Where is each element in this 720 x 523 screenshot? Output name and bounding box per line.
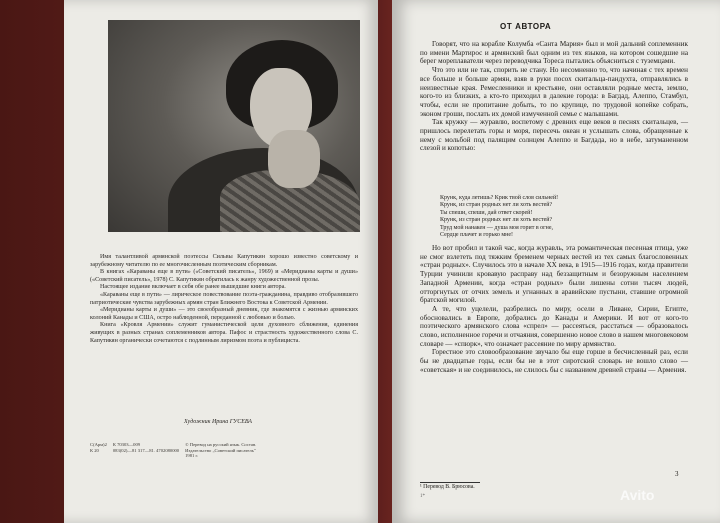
imprint-line: К 20	[90, 447, 99, 453]
avito-watermark: Avito	[620, 487, 655, 503]
preface-text-2	[420, 244, 688, 375]
preface-text-1	[420, 40, 688, 153]
page-number: 3	[675, 470, 679, 478]
preface-paragraph: Что это или не так, спорить не стану. Но несомненно то, что начиная с тех времен все больше и больше армян, взяв в руки посох скитальца-пандухта, отправлялись в неизвестные края. Ремесленники и крестьяне, они оставляли родные места, землю, кого-то из близких, а кто-то приходил в далекие города: в Багдад, Алеппо, Стамбул, чтобы, если не пропитание добыть, то по крупице, по трудовой копейке собрать, эконом гроши, послать их домой измученной семье с малышами.	[420, 66, 688, 118]
poem-block	[440, 195, 680, 239]
annotation-text	[90, 254, 358, 345]
imprint-line: Издательство „Советский писатель"	[185, 447, 256, 453]
right-page	[392, 0, 720, 523]
preface-paragraph: Говорят, что на корабле Колумба «Санта Мария» был и мой дальний соплеменник по имени Мартирос и армянский был одним из тех языков, на котором сошедшие на берег мореплаватели через переводчика Тореса пытались объясниться с туземцами.	[420, 40, 688, 66]
author-portrait	[108, 20, 360, 232]
imprint-col-2	[113, 442, 179, 459]
poem-line: Крунк, куда летишь? Крик твой слов сильней!	[440, 195, 559, 201]
poem-line: Крунк, из стран родных нет ли хоть вестей?	[440, 202, 553, 209]
imprint-block	[90, 442, 358, 459]
imprint-line: К 70303—009	[112, 442, 141, 447]
annotation-paragraph: В книгах «Караваны еще в пути» («Советский писатель», 1969) и «Меридианы карты и души» («Советский писатель», 1978) С. Капутикян обратилась к жанру художественной прозы.	[90, 269, 358, 283]
poem-line: Сердце плачет и горько мне!	[440, 232, 514, 239]
imprint-line: 083(02)—81 317—81. 4702080000	[112, 447, 180, 453]
signature-mark: 1*	[420, 494, 425, 499]
preface-paragraph: Так кружку — журавлю, воспетому с древних еще веков в песнях скитальцев, — пришлось перелетать горы и моря, пересечь океан и услышать слова, обращенные к нему с мольбой под палящим солнцем Алеппо и Багдада, но в небе, затуманенном слезой и копотью:	[420, 118, 688, 153]
annotation-paragraph: Настоящее издание включает в себя обе ранее вышедшие книги автора.	[100, 284, 286, 291]
annotation-paragraph: «Меридианы карты и души» — это своеобразный дневник, где знакомятся с жизнью армянских колоний Канады и США, остро наблюденной, переданной с любовью и болью.	[90, 307, 358, 321]
annotation-paragraph: «Караваны еще в пути» — лирическое повествование поэта-гражданина, правдиво отобразившего патриотические чувства зарубежных армян стран Ближнего Востока к Советской Армении.	[90, 291, 358, 306]
imprint-line: С(Арм)2	[90, 442, 107, 447]
portrait-hand	[268, 130, 320, 188]
annotation-paragraph: Имя талантливой армянской поэтессы Сильвы Капутикян хорошо известно советскому и зарубежному читателю по ее многочисленным поэтическим сборникам.	[90, 254, 358, 268]
footnote: ¹ Перевод В. Брюсова.	[420, 484, 475, 490]
poem-line: Крунк, из стран родных нет ли хоть вестей?	[440, 217, 553, 224]
preface-paragraph: Горестное это словообразование звучало бы еще горше в бесчисленный раз, если бы не двадцатые годы, если бы не в этот сиротский словарь не вошло слово — «советская» и не соединилось, не слилось бы с названием древней страны — Армения.	[420, 348, 688, 374]
left-page	[64, 0, 378, 523]
preface-paragraph: А те, что уцелели, разбрелись по миру, осели в Ливане, Сирии, Египте, обосновались в Европе, добрались до Канады и Америки. И вот от кого-то поэтического армянского слова «спрел» — рассеяться, расстаться — образовалось слово, исполненное горечи и отчаяния, совершенно новое слово в нашем многовековом словаре — «спюрк», что означает рассеяние по миру армянство.	[420, 304, 688, 348]
footnote-rule	[420, 482, 480, 483]
preface-paragraph: Но вот пробил и такой час, когда журавль, эта романтическая песенная птица, уже не смог взлететь под тяжким бременем черных вестей из тех самых благословенных «стран родных». Случилось это в начале XX века, в 1915—1916 годах, когда правители Турции учинили кровавую расправу над беззащитным и безоружным населением Западной Армении, когда «стран родных» были лишены сотни тысяч людей, отторгнутых от отчих земель и угнанных в аравийские пустыни, ставшие огромной братской могилой.	[420, 244, 688, 305]
imprint-col-1	[90, 442, 107, 459]
poem-line: Труд мой нанакен — душа моя горит в огне,	[440, 224, 554, 231]
artist-credit: Художник Ирина ГУСЕВА	[184, 419, 252, 425]
poem-line: Ты спеши, спеши, дай ответ скорей!	[440, 209, 533, 216]
imprint-line: 1981 г.	[185, 453, 198, 459]
imprint-line: © Перевод на русский язык. Состав.	[185, 442, 257, 447]
section-header: ОТ АВТОРА	[500, 22, 552, 31]
imprint-col-3	[185, 442, 256, 459]
annotation-paragraph: Книга «Кровля Армении» служит гуманистической цели духовного сближения, единения живущих в разных странах соплеменников автора. Пафос и страстность художественного слова С. Капутикян органически сочетаются с подлинным лиризмом поэта и публициста.	[90, 322, 358, 344]
